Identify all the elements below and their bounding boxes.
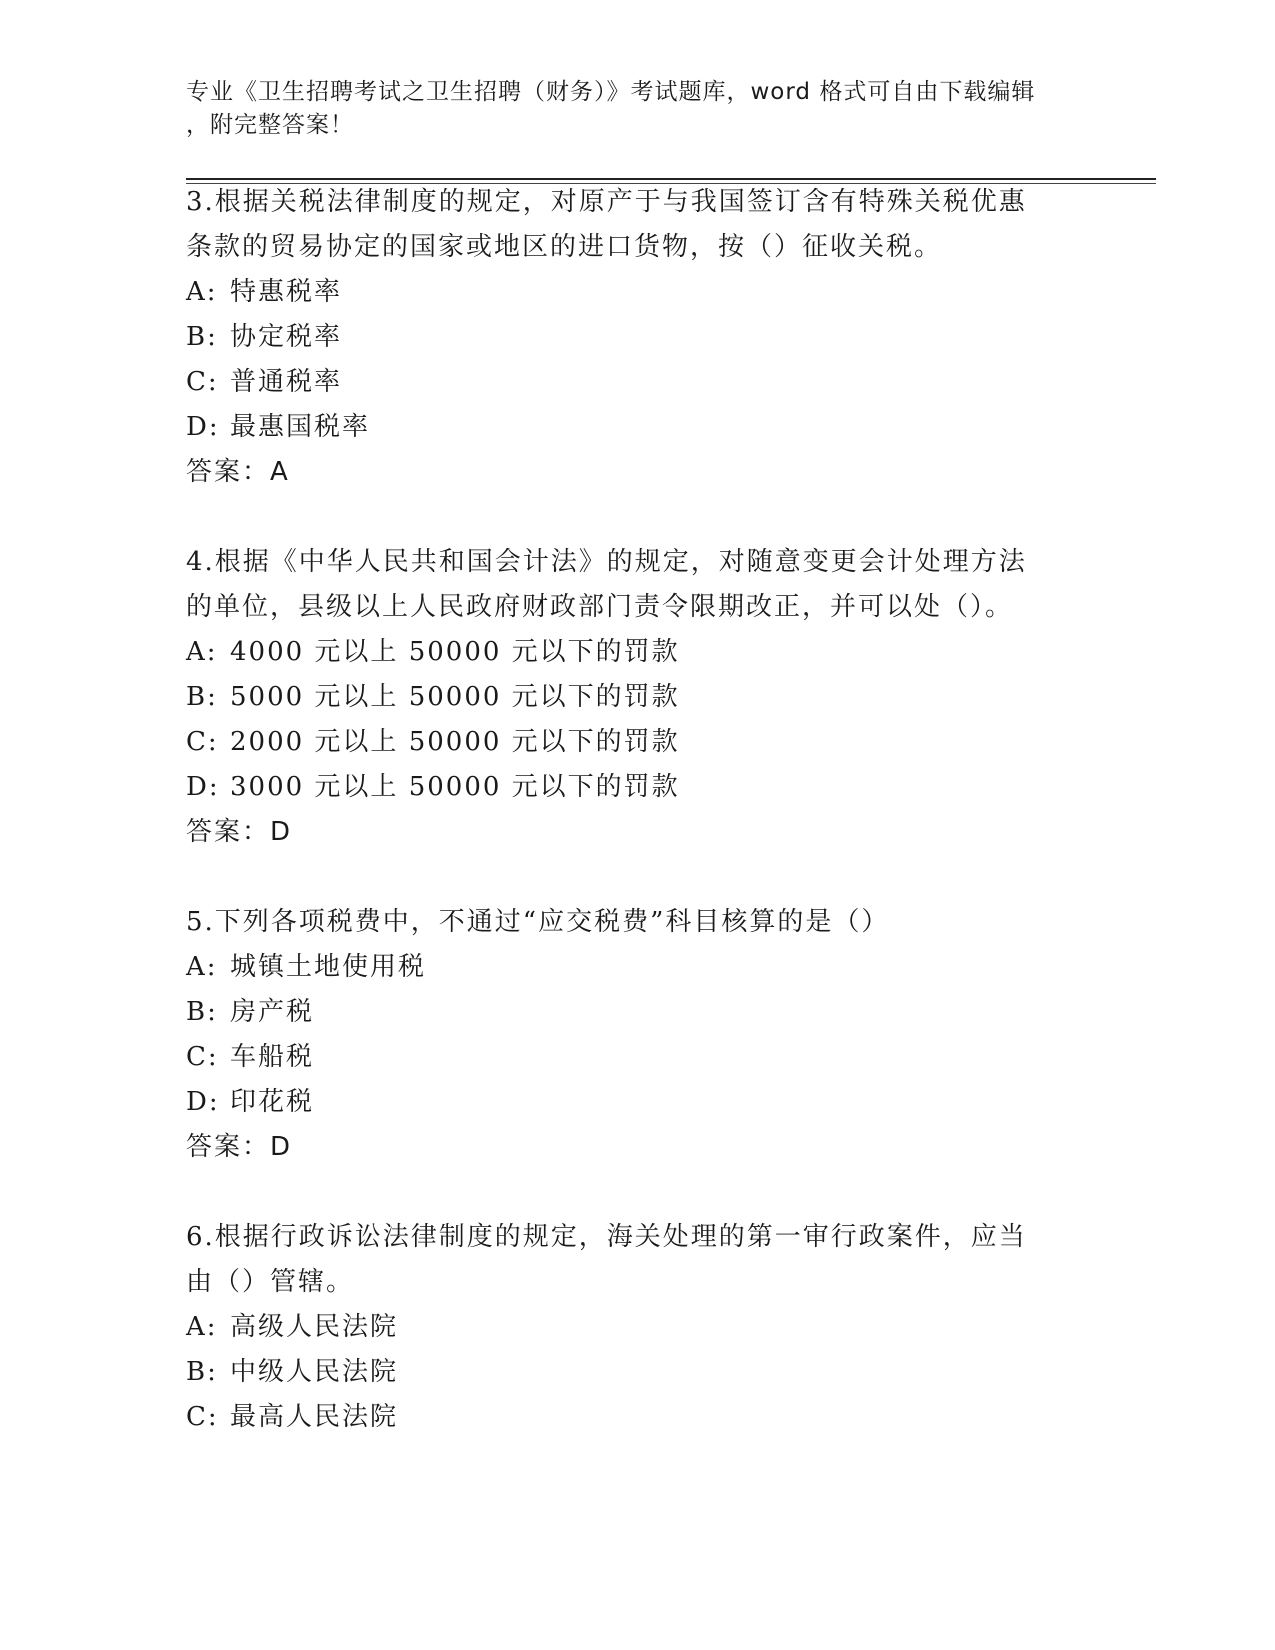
option-a (186, 945, 1086, 990)
option-text: 3000 元以上 50000 元以下的罚款 (230, 772, 680, 802)
option-text: 5000 元以上 50000 元以下的罚款 (230, 682, 680, 712)
option-text: 城镇土地使用税 (230, 952, 427, 982)
option-text: 最高人民法院 (230, 1402, 399, 1432)
option-label: C: (186, 727, 219, 757)
question-text-line: 的单位，县级以上人民政府财政部门责令限期改正，并可以处（）。 (186, 592, 1014, 622)
question-block-6 (186, 1215, 1086, 1440)
option-d (186, 765, 1086, 810)
question-text-line: 6.根据行政诉讼法律制度的规定，海关处理的第一审行政案件，应当 (186, 1222, 1027, 1252)
option-label: B: (186, 997, 218, 1027)
answer-line: 答案：D (186, 1132, 293, 1162)
option-label: A: (186, 637, 218, 667)
option-c (186, 1035, 1086, 1080)
option-label: C: (186, 1402, 219, 1432)
option-text: 房产税 (230, 997, 315, 1027)
question-text-line: 条款的贸易协定的国家或地区的进口货物，按（）征收关税。 (186, 232, 943, 262)
option-label: C: (186, 1042, 219, 1072)
question-text-line: 3.根据关税法律制度的规定，对原产于与我国签订含有特殊关税优惠 (186, 187, 1027, 217)
option-c (186, 1395, 1086, 1440)
option-a (186, 1305, 1086, 1350)
header-line-2: ，附完整答案！ (186, 112, 354, 138)
option-b (186, 990, 1086, 1035)
option-label: D: (186, 412, 220, 442)
option-label: D: (186, 772, 220, 802)
question-block-5 (186, 900, 1086, 1170)
option-label: A: (186, 277, 218, 307)
option-text: 协定税率 (230, 322, 343, 352)
option-text: 中级人民法院 (230, 1357, 399, 1387)
option-text: 2000 元以上 50000 元以下的罚款 (230, 727, 680, 757)
option-label: C: (186, 367, 219, 397)
answer-line: 答案：A (186, 457, 290, 487)
option-a (186, 630, 1086, 675)
option-c (186, 360, 1086, 405)
answer-line: 答案：D (186, 817, 293, 847)
question-text-line: 由（）管辖。 (186, 1267, 355, 1297)
option-label: B: (186, 1357, 218, 1387)
option-text: 最惠国税率 (230, 412, 371, 442)
option-text: 4000 元以上 50000 元以下的罚款 (230, 637, 680, 667)
option-label: B: (186, 682, 218, 712)
question-text-line: 4.根据《中华人民共和国会计法》的规定，对随意变更会计处理方法 (186, 547, 1027, 577)
option-label: D: (186, 1087, 220, 1117)
option-text: 车船税 (230, 1042, 315, 1072)
option-label: A: (186, 952, 218, 982)
option-text: 高级人民法院 (230, 1312, 399, 1342)
option-label: B: (186, 322, 218, 352)
question-text-line: 5.下列各项税费中，不通过“应交税费”科目核算的是（） (186, 907, 890, 937)
document-header (186, 76, 1086, 142)
option-text: 印花税 (230, 1087, 315, 1117)
option-text: 特惠税率 (230, 277, 343, 307)
question-block-4 (186, 540, 1086, 855)
option-text: 普通税率 (230, 367, 343, 397)
option-b (186, 675, 1086, 720)
option-d (186, 405, 1086, 450)
option-c (186, 720, 1086, 765)
question-block-3 (186, 180, 1086, 495)
option-a (186, 270, 1086, 315)
option-d (186, 1080, 1086, 1125)
option-b (186, 1350, 1086, 1395)
header-line-1: 专业《卫生招聘考试之卫生招聘（财务）》考试题库，word 格式可自由下载编辑 (186, 79, 1036, 105)
option-label: A: (186, 1312, 218, 1342)
option-b (186, 315, 1086, 360)
